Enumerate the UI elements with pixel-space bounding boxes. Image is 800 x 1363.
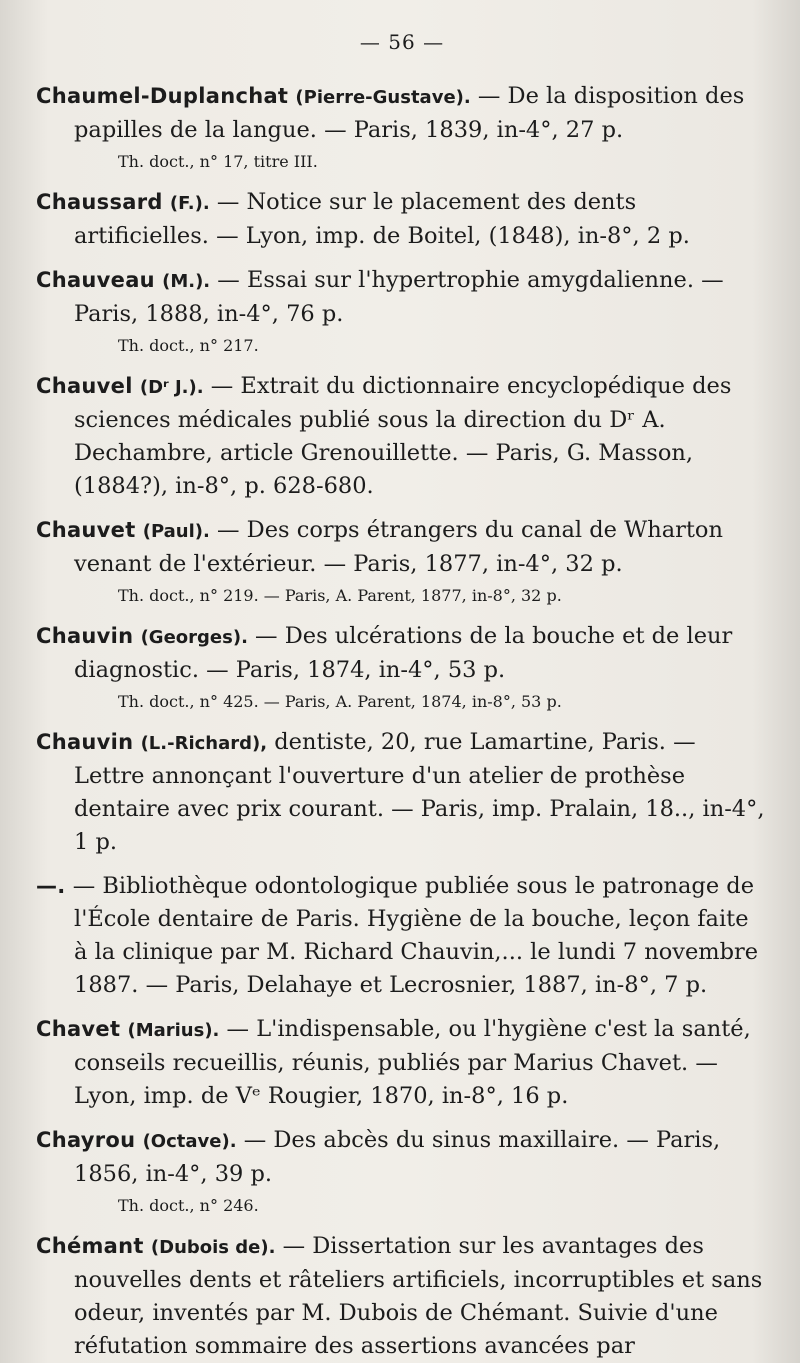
entry-name: (Paul). xyxy=(142,521,210,542)
entry-head: Chaussard xyxy=(36,190,163,214)
entry-chauvin-richard-continued xyxy=(36,870,768,1002)
page-number: — 56 — xyxy=(359,30,445,54)
entry-chauveau xyxy=(36,264,768,359)
entry-name: (Pierre-Gustave). xyxy=(295,87,471,108)
entry-head: Chayrou xyxy=(36,1128,136,1152)
entry-note: Th. doct., n° 17, titre III. xyxy=(118,152,318,171)
entry-head: Chaumel-Duplanchat xyxy=(36,84,289,108)
entry-name: (M.). xyxy=(162,271,211,292)
entry-note: Th. doct., n° 219. — Paris, A. Parent, 1877, in-8°, 32 p. xyxy=(118,586,562,605)
entry-chauvin-richard xyxy=(36,726,768,859)
entry-text: — Bibliothèque odontologique publiée sous le patronage de l'École dentaire de Paris. Hygiène de la bouche, leçon faite à la clinique par M. Richard Chauvin,... le lundi 7 novembre 1887. — Paris, Delahaye et Lecrosnier, 1887, in-8°, 7 p. xyxy=(65,873,759,998)
entry-text: — Extrait du dictionnaire encyclopédique des sciences médicales publié sous la direction du Dʳ A. Dechambre, article Grenouillette. — Paris, G. Masson, (1884?), in-8°, p. 628-680. xyxy=(74,373,732,499)
entry-text: — Notice sur le placement des dents artificielles. — Lyon, imp. de Boitel, (1848), in-8°, 2 p. xyxy=(74,189,690,249)
entry-text: — L'indispensable, ou l'hygiène c'est la santé, conseils recueillis, réunis, publiés par Marius Chavet. — Lyon, imp. de Vᵉ Rougier, 1870, in-8°, 16 p. xyxy=(74,1016,751,1109)
entry-chavet xyxy=(36,1013,768,1113)
entry-head: Chauvet xyxy=(36,518,136,542)
entry-name: (F.). xyxy=(169,193,210,214)
entry-head: Chémant xyxy=(36,1234,144,1258)
entry-name: (Marius). xyxy=(127,1020,220,1041)
entry-chemant xyxy=(36,1230,768,1363)
entry-text: — Des corps étrangers du canal de Wharton venant de l'extérieur. — Paris, 1877, in-4°, 32 p. xyxy=(74,517,723,577)
entry-name: (Georges). xyxy=(140,627,248,648)
entry-chaussard xyxy=(36,186,768,253)
entry-note: Th. doct., n° 246. xyxy=(118,1196,259,1215)
entry-chauvin-georges xyxy=(36,620,768,715)
entry-head: Chauvin xyxy=(36,730,134,754)
entry-chauvet xyxy=(36,514,768,609)
entry-note: Th. doct., n° 217. xyxy=(118,336,259,355)
entry-chaumel-duplanchat xyxy=(36,80,768,175)
entry-head: Chavet xyxy=(36,1017,121,1041)
entry-name: (Dubois de). xyxy=(150,1237,276,1258)
entry-note: Th. doct., n° 425. — Paris, A. Parent, 1874, in-8°, 53 p. xyxy=(118,692,562,711)
entry-head: Chauveau xyxy=(36,268,155,292)
entry-chayrou xyxy=(36,1124,768,1219)
entry-text: — Des ulcérations de la bouche et de leur diagnostic. — Paris, 1874, in-4°, 53 p. xyxy=(74,623,733,683)
entry-head: Chauvel xyxy=(36,374,133,398)
entry-name: (Octave). xyxy=(142,1131,237,1152)
entry-text: — Des abcès du sinus maxillaire. — Paris, 1856, in-4°, 39 p. xyxy=(74,1127,721,1187)
entry-head: Chauvin xyxy=(36,624,134,648)
entry-head: —. xyxy=(36,874,66,898)
entry-text: — Dissertation sur les avantages des nouvelles dents et râteliers artificiels, incorruptibles et sans odeur, inventés par M. Dubois de Chémant. Suivie d'une réfutation sommaire des assertions avancées par xyxy=(74,1233,763,1359)
entry-text: dentiste, 20, rue Lamartine, Paris. — Lettre annonçant l'ouverture d'un atelier de prothèse dentaire avec prix courant. — Paris, imp. Pralain, 18.., in-4°, 1 p. xyxy=(74,729,765,855)
entry-text: — Essai sur l'hypertrophie amygdalienne. — Paris, 1888, in-4°, 76 p. xyxy=(74,267,724,327)
entry-text: — De la disposition des papilles de la langue. — Paris, 1839, in-4°, 27 p. xyxy=(74,83,745,143)
entry-name: (L.-Richard), xyxy=(140,733,268,754)
entry-chauvel xyxy=(36,370,768,503)
entry-name: (Dʳ J.). xyxy=(139,377,204,398)
